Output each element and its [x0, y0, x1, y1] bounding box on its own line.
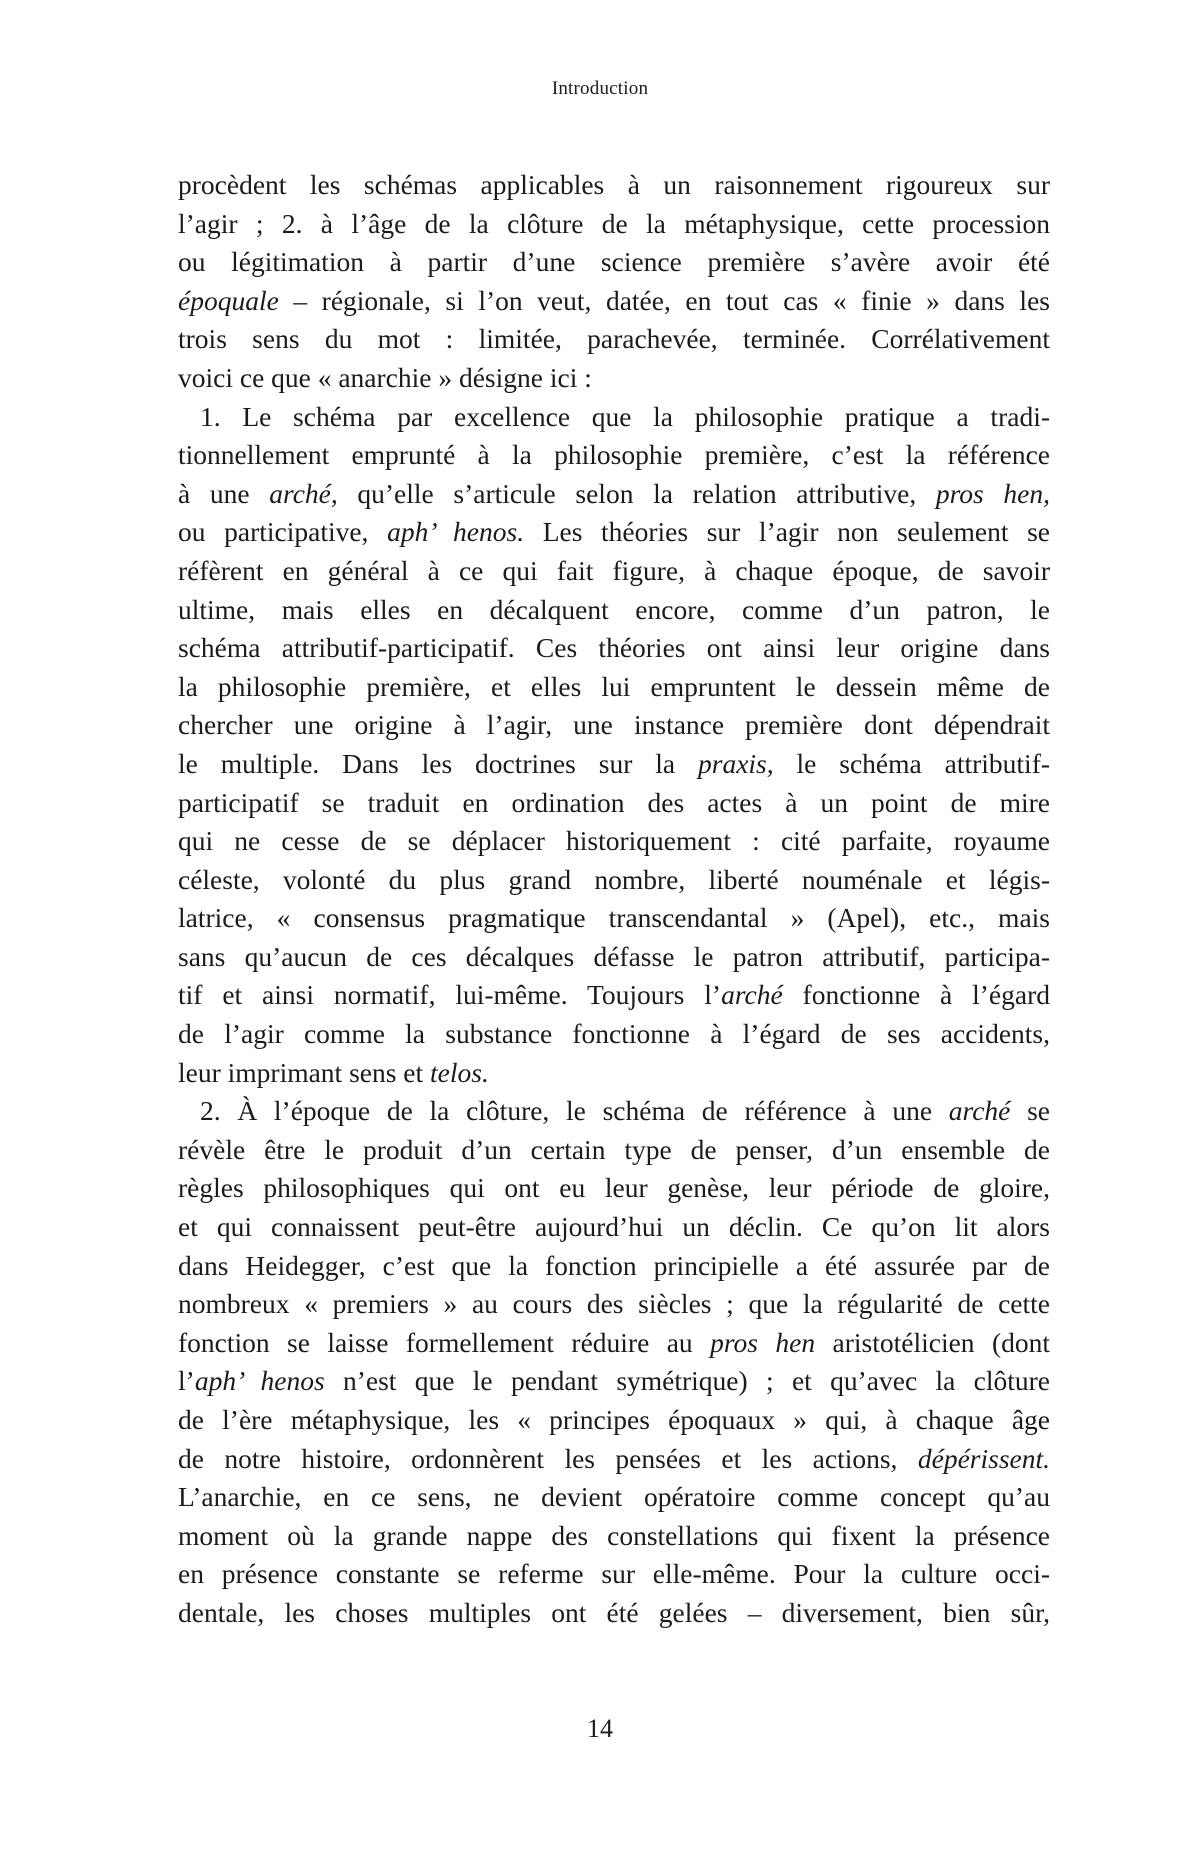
text-line [178, 1440, 1050, 1479]
text-line [178, 1478, 1050, 1517]
text-line [178, 475, 1050, 514]
text-line [178, 552, 1050, 591]
text-line [178, 1247, 1050, 1286]
text-run: latrice, « consensus pragmatique transcendantal » (Apel), etc., mais [178, 902, 1050, 934]
text-run: réfèrent en général à ce qui fait figure, à chaque époque, de savoir [178, 554, 1050, 586]
text-run: l’agir ; 2. à l’âge de la clôture de la métaphysique, cette procession [178, 207, 1050, 239]
text-line [178, 822, 1050, 861]
text-run: le schéma attributif- [773, 747, 1050, 779]
text-line [178, 861, 1050, 900]
text-line [178, 1208, 1050, 1247]
text-run: révèle être le produit d’un certain type de penser, d’un ensemble de [178, 1133, 1050, 1165]
text-run: chercher une origine à l’agir, une instance première dont dépendrait [178, 709, 1050, 741]
text-run: tif et ainsi normatif, lui-même. Toujours l’ [178, 979, 722, 1011]
text-run: en présence constante se referme sur elle-même. Pour la culture occi- [178, 1558, 1050, 1590]
text-line [178, 320, 1050, 359]
text-run: tionnellement emprunté à la philosophie première, c’est la référence [178, 439, 1050, 471]
text-line [178, 1401, 1050, 1440]
text-run: Les théories sur l’agir non seulement se [524, 516, 1050, 548]
text-run: 2. À l’époque de la clôture, le schéma de référence à une [200, 1095, 949, 1127]
text-run: aristotélicien (dont [815, 1326, 1050, 1358]
text-line [178, 1169, 1050, 1208]
text-run: 1. Le schéma par excellence que la philosophie pratique a tradi- [200, 400, 1050, 432]
text-run: de l’agir comme la substance fonctionne à l’égard de ses accidents, [178, 1018, 1050, 1050]
text-line [178, 436, 1050, 475]
italic-text: époquale [178, 284, 279, 316]
text-line [178, 205, 1050, 244]
text-run: de l’ère métaphysique, les « principes époquaux » qui, à chaque âge [178, 1404, 1050, 1435]
text-line [178, 1285, 1050, 1324]
text-line [178, 745, 1050, 784]
italic-text: pros hen [710, 1326, 816, 1358]
text-line [178, 282, 1050, 321]
italic-text: telos. [430, 1056, 489, 1088]
text-run: schéma attributif-participatif. Ces théories ont ainsi leur origine dans [178, 632, 1050, 664]
text-run: dans Heidegger, c’est que la fonction principielle a été assurée par de [178, 1249, 1050, 1281]
italic-text: arché [721, 979, 783, 1011]
text-line [178, 1131, 1050, 1170]
text-line [178, 591, 1050, 630]
text-run: se [1010, 1095, 1050, 1127]
italic-text: dépérissent. [917, 1442, 1050, 1474]
text-run: règles philosophiques qui ont eu leur genèse, leur période de gloire, [178, 1172, 1050, 1204]
text-line [178, 359, 1050, 398]
text-run: ou légitimation à partir d’une science première s’avère avoir été [178, 246, 1050, 278]
text-line [178, 668, 1050, 707]
running-head: Introduction [551, 78, 649, 99]
text-line [178, 243, 1050, 282]
text-line [178, 899, 1050, 938]
text-line [178, 1015, 1050, 1054]
text-run: participatif se traduit en ordination des actes à un point de mire [178, 786, 1050, 818]
italic-text: arché, [269, 477, 338, 509]
text-run: qui ne cesse de se déplacer historiquement : cité parfaite, royaume [178, 825, 1050, 857]
text-line [178, 1054, 1050, 1093]
text-run: la philosophie première, et elles lui empruntent le dessein même de [178, 670, 1050, 702]
text-run: dentale, les choses multiples ont été gelées – diversement, bien sûr, [178, 1596, 1050, 1628]
text-run: l’ [178, 1365, 195, 1397]
italic-text: pros hen, [935, 477, 1050, 509]
text-line [178, 784, 1050, 823]
text-line [178, 166, 1050, 205]
text-run: leur imprimant sens et [178, 1056, 431, 1088]
text-run: n’est que le pendant symétrique) ; et qu’avec la clôture [324, 1365, 1050, 1397]
text-run: le multiple. Dans les doctrines sur la [178, 747, 698, 779]
text-run: à une [178, 477, 270, 509]
text-run: L’anarchie, en ce sens, ne devient opératoire comme concept qu’au [178, 1481, 1050, 1513]
text-run: céleste, volonté du plus grand nombre, liberté nouménale et légis- [178, 863, 1050, 895]
text-run: sans qu’aucun de ces décalques défasse le patron attributif, participa- [178, 940, 1050, 972]
italic-text: aph’ henos. [387, 516, 525, 548]
text-run: et qui connaissent peut-être aujourd’hui un déclin. Ce qu’on lit alors [178, 1211, 1050, 1243]
text-run: voici ce que « anarchie » désigne ici : [178, 361, 592, 393]
text-run: nombreux « premiers » au cours des siècles ; que la régularité de cette [178, 1288, 1050, 1320]
text-line [178, 1324, 1050, 1363]
text-line [178, 513, 1050, 552]
text-line [178, 706, 1050, 745]
text-line [178, 629, 1050, 668]
text-run: procèdent les schémas applicables à un raisonnement rigoureux sur [178, 169, 1050, 200]
text-line [178, 1092, 1050, 1131]
text-line [178, 1594, 1050, 1633]
text-run: ultime, mais elles en décalquent encore, comme d’un patron, le [178, 593, 1050, 625]
body-text [178, 166, 1050, 1633]
text-run: fonctionne à l’égard [782, 979, 1050, 1011]
text-line [178, 398, 1050, 437]
text-run: de notre histoire, ordonnèrent les pensées et les actions, [178, 1442, 918, 1474]
text-run: – régionale, si l’on veut, datée, en tout cas « finie » dans les [278, 284, 1050, 316]
text-run: fonction se laisse formellement réduire au [178, 1326, 711, 1358]
text-line [178, 938, 1050, 977]
text-run: moment où la grande nappe des constellations qui fixent la présence [178, 1519, 1050, 1551]
text-run: trois sens du mot : limitée, parachevée, terminée. Corrélativement [178, 323, 1050, 355]
text-run: qu’elle s’articule selon la relation attributive, [337, 477, 936, 509]
page-number: 14 [587, 1714, 613, 1743]
text-line [178, 1555, 1050, 1594]
text-line [178, 1362, 1050, 1401]
text-line [178, 1517, 1050, 1556]
italic-text: aph’ henos [194, 1365, 325, 1397]
italic-text: arché [948, 1095, 1011, 1127]
italic-text: praxis, [698, 747, 774, 779]
text-line [178, 976, 1050, 1015]
text-run: ou participative, [178, 516, 388, 548]
